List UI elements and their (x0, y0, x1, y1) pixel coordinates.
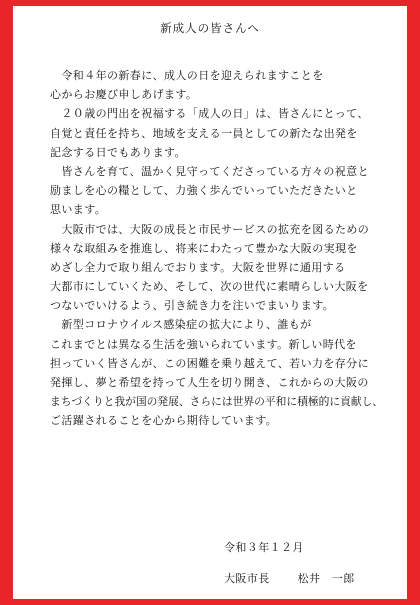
signer-name: 松井 一郎 (297, 572, 355, 585)
text-line: 担っていく皆さんが、この困難を乗り越えて、若い力を存分に (50, 356, 369, 370)
text-line: ２０歳の門出を祝福する「成人の日」は、皆さんにとって、 (50, 107, 369, 121)
text-line: ご活躍されることを心から期待しています。 (50, 414, 278, 428)
text-line: めざし全力で取り組んでおります。大阪を世界に通用する (50, 260, 346, 274)
text-line: 励ましを心の糧として、力強く歩んでいっていただきたいと (50, 184, 358, 198)
text-line: 大阪市では、大阪の成長と市民サービスの拡充を図るための (50, 222, 370, 236)
text-line: 皆さんを育て、温かく見守ってくださっている方々の祝意と (50, 164, 369, 178)
text-line: これまでとは異なる生活を強いられています。新しい時代を (50, 337, 357, 351)
text-line: 令和４年の新春に、成人の日を迎えられますことを (50, 69, 324, 82)
text-line: つないでいけるよう、引き続き力を注いでまいります。 (50, 299, 335, 313)
text-line: 記念する日でもあります。 (50, 145, 186, 159)
text-line: 様々な取組みを推進し、将来にわたって豊かな大阪の実現を (50, 241, 358, 255)
paragraph-1 (50, 66, 390, 104)
paragraph-5 (50, 315, 390, 430)
text-line: 新型コロナウイルス感染症の拡大により、誰もが (50, 318, 312, 332)
text-line: 大都市にしていくため、そして、次の世代に素晴らしい大阪を (50, 280, 369, 294)
paragraph-4 (50, 220, 390, 316)
text-line: 心からお慶び申しあげます。 (50, 88, 198, 102)
paragraph-3 (50, 162, 390, 220)
signature-line (224, 570, 355, 586)
text-line: 発揮し、夢と希望を持って人生を切り開き、これからの大阪の (50, 376, 369, 389)
text-line: まちづくりと我が国の発展、さらには世界の平和に積極的に貢献し、 (50, 395, 384, 409)
text-line: 自覚と責任を持ち、地域を支える一員としての新たな出発を (50, 126, 358, 140)
document-title: 新成人の皆さんへ (160, 21, 260, 35)
message-body (50, 66, 390, 431)
text-line: 思います。 (50, 203, 107, 217)
date-line: 令和３年１２月 (224, 541, 304, 554)
signer-title: 大阪市長 (224, 572, 270, 585)
paragraph-2 (50, 104, 390, 162)
